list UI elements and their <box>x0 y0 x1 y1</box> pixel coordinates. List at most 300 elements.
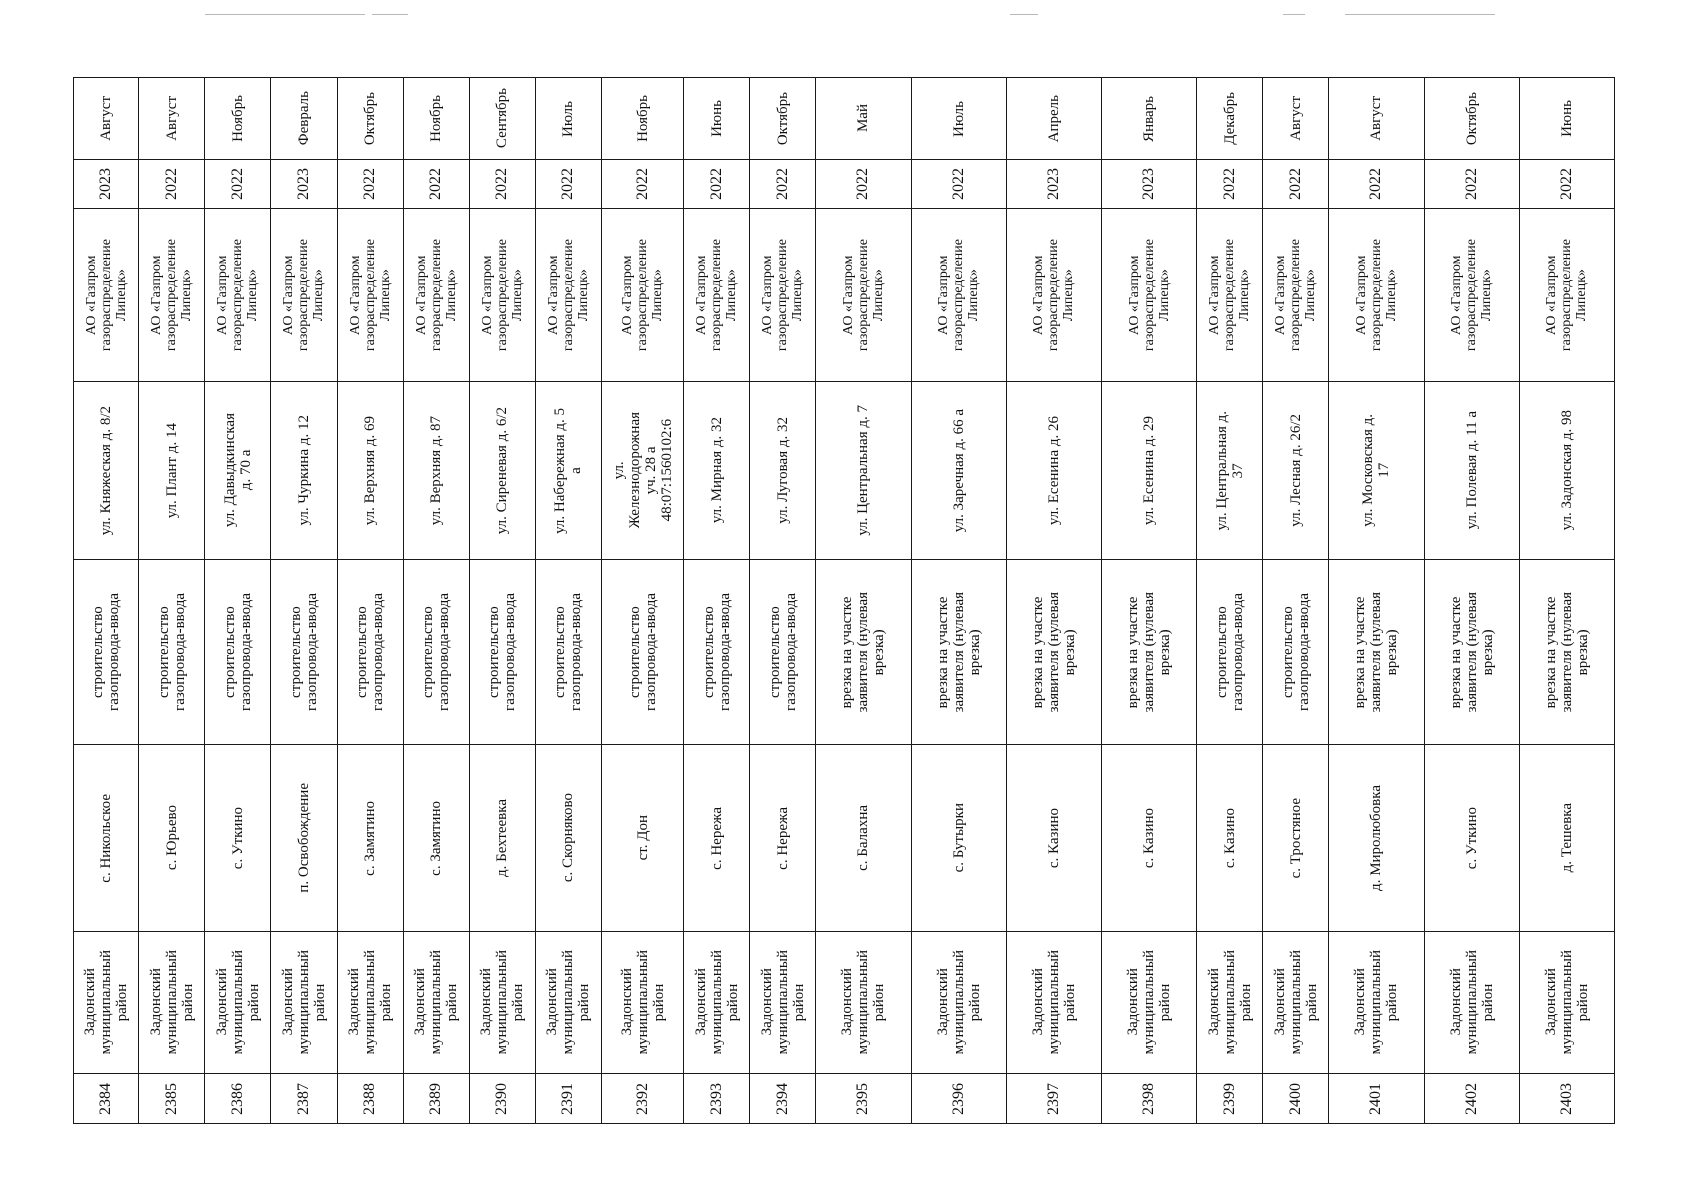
locality-cell <box>602 745 684 932</box>
organization-cell-text: АО «Газпром газораспределение Липецк» <box>1126 238 1172 352</box>
address-cell <box>1101 382 1196 560</box>
record-number-cell <box>1263 1074 1329 1124</box>
locality-cell <box>1329 745 1424 932</box>
record-number-cell-text: 2400 <box>1286 1082 1304 1115</box>
district-cell-text: Задонский муниципальный район <box>1271 950 1320 1055</box>
district-cell <box>684 932 750 1074</box>
address-cell <box>816 382 911 560</box>
address-cell <box>1006 382 1101 560</box>
district-cell <box>271 932 337 1074</box>
locality-cell <box>1197 745 1263 932</box>
organization-cell <box>602 209 684 382</box>
work-type-cell-text: врезка на участке заявителя (нулевая врезка) <box>1125 591 1173 713</box>
record-number-cell-text: 2403 <box>1557 1082 1575 1115</box>
year-cell <box>205 160 271 209</box>
address-cell-text: ул. Набережная д. 5 а <box>552 407 585 534</box>
locality-row <box>74 745 1615 932</box>
district-cell <box>337 932 403 1074</box>
year-cell-text: 2022 <box>361 168 379 200</box>
organization-cell-text: АО «Газпром газораспределение Липецк» <box>281 238 327 352</box>
district-cell <box>911 932 1006 1074</box>
organization-cell <box>535 209 601 382</box>
record-number-cell-text: 2390 <box>493 1082 511 1115</box>
work-type-cell-text: врезка на участке заявителя (нулевая врезка) <box>1542 591 1591 713</box>
address-cell <box>337 382 403 560</box>
address-cell-text: ул. Заречная д. 66 а <box>950 408 967 533</box>
district-cell <box>205 932 271 1074</box>
address-cell <box>911 382 1006 560</box>
locality-cell-text: с. Уткино <box>1463 806 1480 870</box>
district-cell-text: Задонский муниципальный район <box>934 950 983 1055</box>
month-cell-text: Август <box>1287 96 1304 141</box>
year-cell-text: 2022 <box>1557 168 1575 200</box>
year-row <box>74 160 1615 209</box>
year-cell <box>1263 160 1329 209</box>
address-cell <box>271 382 337 560</box>
address-cell-text: ул. Железнодорожная уч. 28 а 48:07:1560102:6 <box>610 412 675 529</box>
record-number-cell-text: 2401 <box>1367 1082 1385 1115</box>
month-cell <box>139 78 205 160</box>
work-type-cell-text: строительство газопровода-ввода <box>1279 593 1312 711</box>
address-cell <box>750 382 816 560</box>
district-cell-text: Задонский муниципальный район <box>1542 950 1591 1055</box>
record-number-cell-text: 2402 <box>1462 1082 1480 1115</box>
record-number-cell-text: 2394 <box>773 1082 791 1115</box>
district-cell-text: Задонский муниципальный район <box>279 950 328 1055</box>
month-cell-text: Июнь <box>1558 100 1575 137</box>
locality-cell <box>816 745 911 932</box>
year-cell-text: 2023 <box>1044 168 1062 200</box>
organization-cell-text: АО «Газпром газораспределение Липецк» <box>1544 238 1590 352</box>
organization-cell-text: АО «Газпром газораспределение Липецк» <box>840 238 886 352</box>
address-cell-text: ул. Задонская д. 98 <box>1558 410 1575 531</box>
locality-cell <box>1424 745 1519 932</box>
address-cell-text: ул. Мирная д. 32 <box>708 417 725 524</box>
record-number-cell <box>205 1074 271 1124</box>
month-cell-text: Май <box>855 104 872 133</box>
work-type-cell <box>602 560 684 745</box>
district-cell <box>1329 932 1424 1074</box>
year-cell-text: 2022 <box>854 168 872 200</box>
district-cell <box>750 932 816 1074</box>
month-cell <box>1329 78 1424 160</box>
address-row <box>74 382 1615 560</box>
month-cell-text: Январь <box>1141 95 1157 142</box>
work-type-cell-text: строительство газопровода-ввода <box>1213 593 1246 711</box>
organization-row <box>74 209 1615 382</box>
record-number-cell-text: 2393 <box>707 1082 725 1115</box>
month-cell-text: Октябрь <box>362 91 379 146</box>
record-number-cell <box>469 1074 535 1124</box>
work-type-cell-text: строительство газопровода-ввода <box>626 593 659 711</box>
record-number-cell <box>1329 1074 1424 1124</box>
address-cell <box>684 382 750 560</box>
year-cell <box>1101 160 1196 209</box>
record-number-cell-text: 2388 <box>361 1082 379 1115</box>
year-cell <box>1424 160 1519 209</box>
work-type-cell <box>74 560 139 745</box>
organization-cell <box>1519 209 1614 382</box>
month-cell <box>1101 78 1196 160</box>
work-type-cell <box>750 560 816 745</box>
organization-cell-text: АО «Газпром газораспределение Липецк» <box>1273 238 1319 352</box>
month-cell <box>1197 78 1263 160</box>
address-cell-text: ул. Есенина д. 26 <box>1045 415 1062 526</box>
address-cell-text: ул. Сиреневая д. 6/2 <box>494 406 511 535</box>
work-type-cell-text: строительство газопровода-ввода <box>221 593 254 711</box>
address-cell-text: ул. Верхняя д. 69 <box>362 415 379 526</box>
locality-cell-text: д. Бехтеевка <box>494 798 511 877</box>
record-number-cell <box>403 1074 469 1124</box>
month-row <box>74 78 1615 160</box>
address-cell-text: ул. Чуркина д. 12 <box>295 415 312 526</box>
locality-cell-text: с. Юрьево <box>163 805 180 871</box>
year-cell <box>1329 160 1424 209</box>
record-number-cell-text: 2395 <box>854 1082 872 1115</box>
month-cell-text: Июль <box>560 100 577 137</box>
address-cell <box>205 382 271 560</box>
month-cell <box>469 78 535 160</box>
district-cell <box>74 932 139 1074</box>
year-cell-text: 2022 <box>633 168 651 200</box>
work-type-cell-text: строительство газопровода-ввода <box>354 593 387 711</box>
address-cell <box>74 382 139 560</box>
organization-cell <box>1329 209 1424 382</box>
district-cell <box>1263 932 1329 1074</box>
address-cell <box>1263 382 1329 560</box>
organization-cell-text: АО «Газпром газораспределение Липецк» <box>694 238 740 352</box>
record-number-cell-text: 2386 <box>228 1082 246 1115</box>
work-type-cell <box>1197 560 1263 745</box>
district-cell-text: Задонский муниципальный район <box>478 950 527 1055</box>
year-cell-text: 2022 <box>559 168 577 200</box>
record-number-cell-text: 2387 <box>294 1082 312 1115</box>
district-cell-text: Задонский муниципальный район <box>82 950 131 1055</box>
organization-cell <box>403 209 469 382</box>
locality-cell-text: с. Уткино <box>229 806 246 870</box>
locality-cell-text: п. Освобождение <box>295 783 312 893</box>
work-type-cell <box>271 560 337 745</box>
year-cell-text: 2022 <box>228 168 246 200</box>
record-number-cell-text: 2384 <box>97 1082 115 1115</box>
month-cell <box>684 78 750 160</box>
year-cell <box>684 160 750 209</box>
organization-cell <box>911 209 1006 382</box>
address-cell-text: ул. Центральная д. 37 <box>1213 410 1246 531</box>
address-cell <box>469 382 535 560</box>
address-cell-text: ул. Центральная д. 7 <box>855 405 872 536</box>
organization-cell-text: АО «Газпром газораспределение Липецк» <box>347 238 393 352</box>
work-type-cell-text: строительство газопровода-ввода <box>155 593 188 711</box>
work-type-row <box>74 560 1615 745</box>
work-type-cell-text: строительство газопровода-ввода <box>287 593 320 711</box>
locality-cell <box>1006 745 1101 932</box>
record-number-cell <box>535 1074 601 1124</box>
locality-cell-text: с. Казино <box>1045 807 1062 869</box>
work-type-cell <box>1101 560 1196 745</box>
year-cell <box>337 160 403 209</box>
record-number-cell <box>1519 1074 1614 1124</box>
organization-cell <box>1424 209 1519 382</box>
organization-cell <box>469 209 535 382</box>
organization-cell <box>139 209 205 382</box>
year-cell <box>403 160 469 209</box>
year-cell-text: 2022 <box>1462 168 1480 200</box>
year-cell <box>1197 160 1263 209</box>
year-cell <box>535 160 601 209</box>
address-cell <box>139 382 205 560</box>
year-cell-text: 2022 <box>1286 168 1304 200</box>
locality-cell-text: д. Тешевка <box>1558 803 1575 873</box>
organization-cell <box>750 209 816 382</box>
year-cell-text: 2022 <box>773 168 791 200</box>
organization-cell <box>1006 209 1101 382</box>
district-cell-text: Задонский муниципальный район <box>1029 950 1078 1055</box>
year-cell <box>271 160 337 209</box>
month-cell-text: Август <box>1368 96 1385 141</box>
district-cell-text: Задонский муниципальный район <box>213 950 262 1055</box>
work-type-cell-text: строительство газопровода-ввода <box>766 593 799 711</box>
month-cell <box>205 78 271 160</box>
work-type-cell-text: врезка на участке заявителя (нулевая врезка) <box>839 591 888 713</box>
year-cell <box>602 160 684 209</box>
work-type-cell <box>205 560 271 745</box>
work-type-cell <box>469 560 535 745</box>
record-number-cell <box>271 1074 337 1124</box>
district-cell <box>1101 932 1196 1074</box>
month-cell <box>535 78 601 160</box>
month-cell <box>1006 78 1101 160</box>
district-cell <box>469 932 535 1074</box>
record-number-cell-text: 2385 <box>162 1082 180 1115</box>
work-type-cell <box>684 560 750 745</box>
locality-cell-text: с. Тростяное <box>1287 797 1304 879</box>
month-cell <box>1263 78 1329 160</box>
record-number-cell <box>750 1074 816 1124</box>
district-cell <box>602 932 684 1074</box>
locality-cell <box>1263 745 1329 932</box>
work-type-cell-text: строительство газопровода-ввода <box>552 593 585 711</box>
address-cell <box>1329 382 1424 560</box>
district-cell-text: Задонский муниципальный район <box>346 950 395 1055</box>
month-cell-text: Октябрь <box>774 91 791 146</box>
organization-cell-text: АО «Газпром газораспределение Липецк» <box>936 238 982 352</box>
locality-cell <box>337 745 403 932</box>
work-type-cell <box>1006 560 1101 745</box>
work-type-cell <box>816 560 911 745</box>
district-cell <box>1006 932 1101 1074</box>
address-cell <box>1519 382 1614 560</box>
work-type-cell <box>403 560 469 745</box>
month-cell-text: Ноябрь <box>428 95 445 142</box>
locality-cell <box>1101 745 1196 932</box>
record-number-cell-text: 2396 <box>949 1082 967 1115</box>
organization-cell <box>1263 209 1329 382</box>
record-number-cell <box>1006 1074 1101 1124</box>
locality-cell <box>535 745 601 932</box>
locality-cell-text: с. Бутырки <box>950 803 967 873</box>
district-cell <box>535 932 601 1074</box>
month-cell-text: Ноябрь <box>229 95 246 142</box>
locality-cell-text: с. Нережа <box>708 806 725 870</box>
address-cell-text: ул. Московская д. 17 <box>1360 414 1393 527</box>
month-cell-text: Февраль <box>295 91 312 146</box>
address-cell-text: ул. Плант д. 14 <box>163 422 180 519</box>
locality-cell <box>684 745 750 932</box>
district-cell <box>816 932 911 1074</box>
year-cell <box>139 160 205 209</box>
district-cell-text: Задонский муниципальный район <box>1352 950 1401 1055</box>
month-cell <box>602 78 684 160</box>
organization-cell <box>816 209 911 382</box>
record-number-cell-text: 2392 <box>633 1082 651 1115</box>
locality-cell <box>750 745 816 932</box>
locality-cell <box>911 745 1006 932</box>
locality-cell <box>1519 745 1614 932</box>
year-cell-text: 2022 <box>493 168 511 200</box>
record-number-cell <box>684 1074 750 1124</box>
work-type-cell <box>535 560 601 745</box>
organization-cell-text: АО «Газпром газораспределение Липецк» <box>620 238 666 352</box>
month-cell <box>403 78 469 160</box>
locality-cell <box>403 745 469 932</box>
work-type-cell-text: строительство газопровода-ввода <box>700 593 733 711</box>
year-cell-text: 2022 <box>427 168 445 200</box>
locality-cell-text: с. Замятино <box>428 800 445 876</box>
year-cell-text: 2022 <box>162 168 180 200</box>
year-cell <box>816 160 911 209</box>
record-number-cell <box>1101 1074 1196 1124</box>
organization-cell <box>74 209 139 382</box>
organization-cell <box>1101 209 1196 382</box>
locality-cell-text: с. Скорняково <box>560 793 577 883</box>
record-number-cell-text: 2399 <box>1220 1082 1238 1115</box>
month-cell <box>74 78 139 160</box>
organization-cell <box>205 209 271 382</box>
organization-cell-text: АО «Газпром газораспределение Липецк» <box>479 238 525 352</box>
address-cell <box>403 382 469 560</box>
record-number-cell <box>1197 1074 1263 1124</box>
locality-cell-text: с. Казино <box>1141 807 1157 869</box>
month-cell <box>337 78 403 160</box>
district-cell-text: Задонский муниципальный район <box>1125 950 1173 1055</box>
locality-cell-text: с. Балахна <box>855 805 872 871</box>
district-cell-text: Задонский муниципальный район <box>758 950 807 1055</box>
year-cell-text: 2023 <box>294 168 312 200</box>
address-cell <box>535 382 601 560</box>
month-cell <box>1424 78 1519 160</box>
address-cell <box>1197 382 1263 560</box>
record-number-cell <box>602 1074 684 1124</box>
locality-cell <box>271 745 337 932</box>
month-cell-text: Июнь <box>708 100 725 137</box>
year-cell <box>469 160 535 209</box>
work-type-cell <box>1263 560 1329 745</box>
month-cell-text: Октябрь <box>1463 91 1480 146</box>
month-cell-text: Декабрь <box>1221 92 1238 145</box>
organization-cell-text: АО «Газпром газораспределение Липецк» <box>760 238 806 352</box>
address-cell <box>602 382 684 560</box>
district-cell <box>403 932 469 1074</box>
organization-cell-text: АО «Газпром газораспределение Липецк» <box>1353 238 1399 352</box>
address-cell-text: ул. Луговая д. 32 <box>774 417 791 524</box>
year-cell-text: 2022 <box>1220 168 1238 200</box>
year-cell-text: 2022 <box>1367 168 1385 200</box>
month-cell <box>816 78 911 160</box>
year-cell <box>911 160 1006 209</box>
organization-cell-text: АО «Газпром газораспределение Липецк» <box>413 238 459 352</box>
locality-cell-text: д. Миролюбовка <box>1368 785 1385 891</box>
locality-cell-text: с. Нережа <box>774 806 791 870</box>
district-cell <box>139 932 205 1074</box>
organization-cell <box>1197 209 1263 382</box>
month-cell <box>750 78 816 160</box>
locality-cell-text: ст. Дон <box>634 815 651 861</box>
month-cell <box>911 78 1006 160</box>
month-cell-text: Август <box>163 96 180 141</box>
work-type-cell <box>337 560 403 745</box>
work-type-cell <box>1329 560 1424 745</box>
month-cell-text: Ноябрь <box>634 95 651 142</box>
year-cell <box>750 160 816 209</box>
year-cell <box>1519 160 1614 209</box>
district-cell-text: Задонский муниципальный район <box>618 950 667 1055</box>
locality-cell-text: с. Замятино <box>362 800 379 876</box>
district-cell <box>1197 932 1263 1074</box>
organization-cell-text: АО «Газпром газораспределение Липецк» <box>1207 238 1253 352</box>
work-type-cell-text: строительство газопровода-ввода <box>486 593 519 711</box>
gas-connection-table <box>73 77 1615 1124</box>
record-number-cell-text: 2389 <box>427 1082 445 1115</box>
district-cell-text: Задонский муниципальный район <box>147 950 196 1055</box>
locality-cell-text: с. Казино <box>1221 807 1238 869</box>
record-number-cell-text: 2391 <box>559 1082 577 1115</box>
address-cell-text: ул. Давыдкинская д. 70 а <box>221 413 254 528</box>
year-cell-text: 2023 <box>1140 168 1157 200</box>
month-cell <box>1519 78 1614 160</box>
year-cell <box>74 160 139 209</box>
organization-cell <box>271 209 337 382</box>
organization-cell-text: АО «Газпром газораспределение Липецк» <box>1449 238 1495 352</box>
work-type-cell <box>1424 560 1519 745</box>
address-cell-text: ул. Верхняя д. 87 <box>428 415 445 526</box>
district-cell-text: Задонский муниципальный район <box>1447 950 1496 1055</box>
record-number-cell <box>911 1074 1006 1124</box>
record-number-cell-text: 2398 <box>1140 1082 1157 1115</box>
work-type-cell-text: врезка на участке заявителя (нулевая врезка) <box>934 591 983 713</box>
scan-artifact-lines <box>0 0 1697 30</box>
work-type-cell-text: строительство газопровода-ввода <box>90 593 123 711</box>
month-cell-text: Апрель <box>1045 94 1062 143</box>
locality-cell <box>139 745 205 932</box>
district-cell-text: Задонский муниципальный район <box>544 950 593 1055</box>
organization-cell <box>684 209 750 382</box>
district-cell <box>1424 932 1519 1074</box>
organization-cell-text: АО «Газпром газораспределение Липецк» <box>545 238 591 352</box>
year-cell-text: 2023 <box>97 168 115 200</box>
locality-cell <box>74 745 139 932</box>
district-cell-text: Задонский муниципальный район <box>1205 950 1254 1055</box>
locality-cell <box>205 745 271 932</box>
district-cell-text: Задонский муниципальный район <box>412 950 461 1055</box>
record-number-cell <box>1424 1074 1519 1124</box>
record-number-cell <box>139 1074 205 1124</box>
year-cell-text: 2022 <box>949 168 967 200</box>
record-number-cell <box>337 1074 403 1124</box>
address-cell-text: ул. Полевая д. 11 а <box>1463 411 1480 530</box>
organization-cell-text: АО «Газпром газораспределение Липецк» <box>83 238 129 352</box>
month-cell-text: Август <box>98 96 115 141</box>
